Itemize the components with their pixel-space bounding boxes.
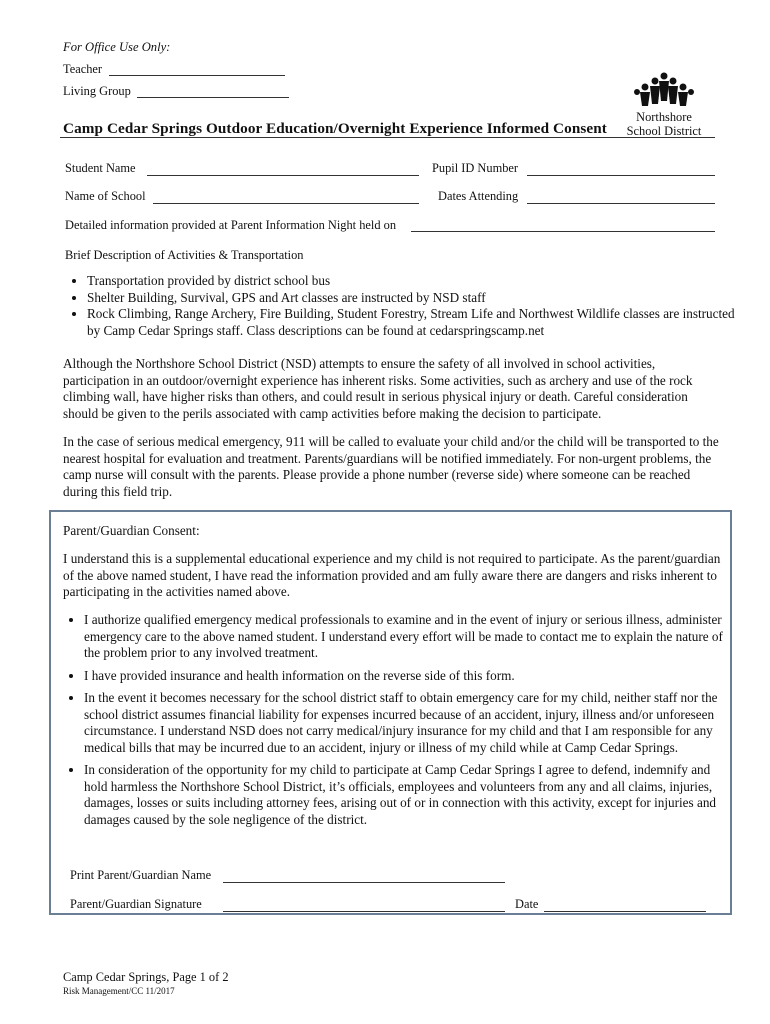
student-name-field[interactable] — [147, 175, 419, 176]
date-label: Date — [515, 897, 539, 911]
list-item: • I have provided insurance and health information on the reverse side of this form. — [84, 668, 734, 685]
dates-attending-field[interactable] — [527, 203, 715, 204]
print-name-field[interactable] — [223, 882, 505, 883]
northshore-logo-icon — [632, 72, 696, 108]
teacher-field[interactable] — [109, 75, 285, 76]
page-title: Camp Cedar Springs Outdoor Education/Overnight Experience Informed Consent — [63, 120, 607, 137]
student-name-label: Student Name — [65, 161, 136, 175]
list-item: • I authorize qualified emergency medical professionals to examine and in the event of injury or serious illness, administer emergency care to the above named student. I understand every effort will be made to contact me to explain the nature of the problem prior to any involved treatment. — [84, 612, 734, 662]
office-use-title: For Office Use Only: — [63, 40, 171, 54]
list-item: • In the event it becomes necessary for the school district staff to obtain emergency care for my child, neither staff nor the school district assumes financial liability for expenses incurred because of an accident, injury, illness and/or unforeseen circumstance. I understand NSD does not carry medical/injury insurance for my child and that I am responsible for any medical bills that may be incurred due to an accident, injury or illness of my child while at Camp Cedar Springs. — [84, 690, 734, 756]
school-name-label: Name of School — [65, 189, 146, 203]
signature-label: Parent/Guardian Signature — [70, 897, 202, 911]
pupil-id-field[interactable] — [527, 175, 715, 176]
info-night-label: Detailed information provided at Parent Information Night held on — [65, 218, 397, 232]
district-name-line1: Northshore — [636, 110, 692, 124]
info-night-field[interactable] — [411, 231, 715, 232]
print-name-label: Print Parent/Guardian Name — [70, 868, 212, 882]
school-name-field[interactable] — [153, 203, 419, 204]
list-item: • Transportation provided by district school bus — [87, 273, 747, 290]
living-group-field[interactable] — [137, 97, 289, 98]
title-divider — [60, 137, 715, 138]
page-footer: Camp Cedar Springs, Page 1 of 2 — [63, 970, 229, 984]
emergency-paragraph: In the case of serious medical emergency, 911 will be called to evaluate your child and/or the child will be transported to the nearest hospital for evaluation and treatment. Parents/guardians will be notified immediately. For non-urgent problems, the camp nurse will consult with the parents. Please provide a phone number (reverse side) where someone can be reached during this field trip. — [63, 434, 719, 499]
list-item: • Rock Climbing, Range Archery, Fire Building, Student Forestry, Stream Life and Northwest Wildlife classes are instructed by Camp Cedar Springs staff. Class descriptions can be found at cedarspringscamp.net — [87, 306, 747, 339]
dates-attending-label: Dates Attending — [438, 189, 519, 203]
consent-heading: Parent/Guardian Consent: — [63, 523, 200, 538]
activities-list — [60, 273, 747, 339]
date-field[interactable] — [544, 911, 706, 912]
district-name-line2: School District — [626, 124, 702, 138]
risk-paragraph: Although the Northshore School District (NSD) attempts to ensure the safety of all involved in school activities, participation in an outdoor/overnight experience has inherent risks. Some activities, such as archery and use of the rock climbing wall, have higher risks than others, and could result in serious physical injury or death. Careful consideration should be given to the perils associated with camp activities before making the decision to participate. — [63, 356, 693, 421]
teacher-label: Teacher — [63, 62, 103, 76]
brief-description-label: Brief Description of Activities & Transportation — [65, 248, 304, 262]
district-name — [620, 110, 708, 138]
living-group-label: Living Group — [63, 84, 131, 98]
consent-terms-list — [62, 612, 734, 834]
list-item: • In consideration of the opportunity for my child to participate at Camp Cedar Springs I agree to defend, indemnify and hold harmless the Northshore School District, it’s officials, employees and volunteers from any and all claims, injuries, damages, losses or suits including attorney fees, arising out of or in connection with this activity, except for injuries and damages caused by the sole negligence of the district. — [84, 762, 734, 828]
signature-field[interactable] — [223, 911, 505, 912]
consent-intro: I understand this is a supplemental educational experience and my child is not required to participate. As the parent/guardian of the above named student, I have read the information provided and am fully aware there are dangers and risks inherent to participating in the activities named above. — [63, 551, 721, 599]
list-item: • Shelter Building, Survival, GPS and Art classes are instructed by NSD staff — [87, 290, 747, 307]
pupil-id-label: Pupil ID Number — [432, 161, 519, 175]
form-code: Risk Management/CC 11/2017 — [63, 986, 175, 996]
